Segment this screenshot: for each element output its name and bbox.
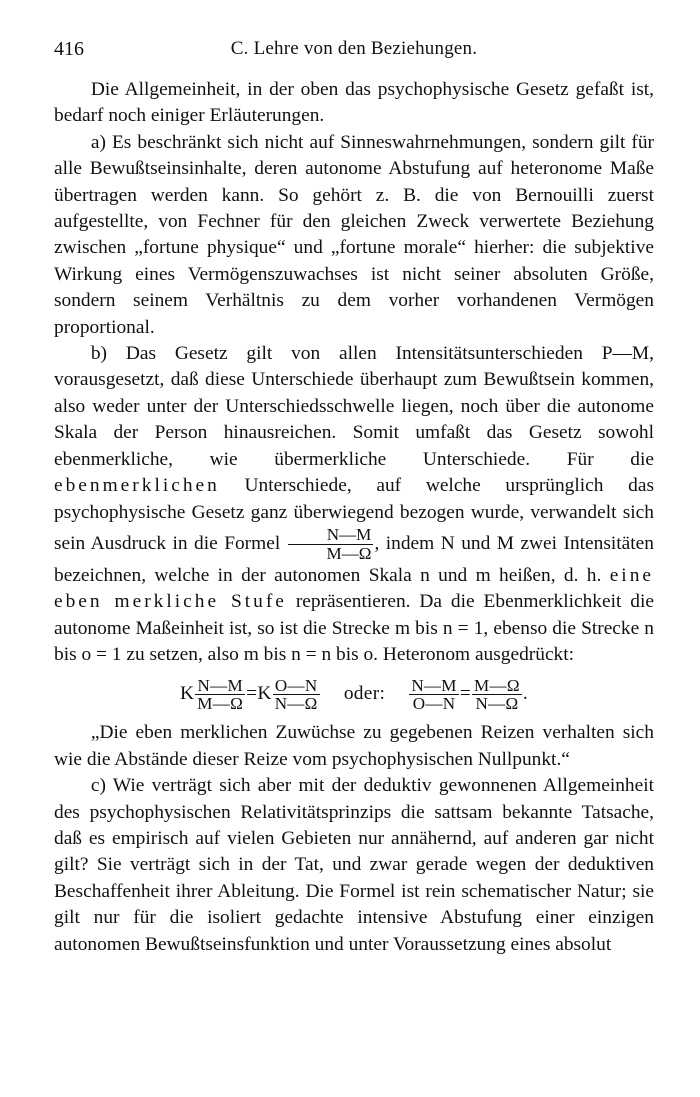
page-header	[54, 36, 654, 62]
fraction-denominator: M—Ω	[326, 543, 372, 563]
paragraph-b-text-4: repräsentieren. Da die Ebenmerklichkeit die autonome Maßeinheit ist, so ist die Strecke m bis n = 1, ebenso die Strecke n bis o = 1 zu setzen, also m bis n = n bis o. Heteronom ausgedrückt:	[54, 591, 654, 665]
formula-period: .	[522, 683, 529, 705]
paragraph-b-text-3: , indem N und M zwei Intensitäten bezeichnen, welche in der autonomen Skala n und m heißen, d. h.	[54, 532, 654, 586]
paragraph-intro: Die Allgemeinheit, in der oben das psychophysische Gesetz gefaßt ist, bedarf noch einiger Erläuterungen.	[54, 79, 654, 127]
fraction-numerator: N—M	[288, 526, 374, 545]
spaced-term-stufe: eine eben merkliche Stufe	[54, 564, 654, 613]
fraction-denominator: N—Ω	[475, 694, 519, 714]
fraction-numerator: N—M	[411, 675, 457, 695]
formula-oder: oder:	[343, 683, 386, 705]
spaced-term-ebenmerklichen: ebenmerklichen	[54, 475, 220, 497]
running-title: C. Lehre von den Beziehungen.	[230, 38, 478, 59]
formula-k2: K	[257, 683, 272, 705]
inline-fraction	[288, 526, 374, 563]
paragraph-b	[54, 341, 654, 668]
fraction-numerator: O—N	[273, 677, 320, 696]
formula-fraction-3	[409, 677, 458, 714]
formula-fraction-2	[273, 677, 320, 714]
fraction-numerator: M—Ω	[474, 675, 520, 695]
paragraph-c: c) Wie verträgt sich aber mit der deduktiv gewonnenen Allgemeinheit des psychophysischen Relativitätsprinzips die sattsam bekannte Tatsache, daß es empirisch auf vielen Gebieten nur annähernd, auf anderen gar nicht gilt? Sie verträgt sich in der Tat, und zwar gerade wegen der deduktiven Beschaffenheit ihrer Ableitung. Die Formel ist rein schematischer Natur; sie gilt nur für die isoliert gedachte intensive Abstufung einer einzigen autonomen Bewußtseinsfunktion und unter Voraussetzung eines absolut	[54, 775, 654, 955]
display-formula	[54, 668, 654, 720]
formula-equals-2: =	[459, 683, 472, 705]
fraction-denominator: O—N	[412, 694, 456, 714]
formula-fraction-4	[472, 677, 522, 714]
fraction-numerator: N—M	[195, 677, 245, 696]
page-number: 416	[54, 38, 84, 60]
page-body	[54, 77, 654, 958]
fraction-denominator: M—Ω	[197, 694, 244, 714]
formula-fraction-1	[195, 677, 245, 714]
paragraph-a: a) Es beschränkt sich nicht auf Sinneswahrnehmungen, sondern gilt für alle Bewußtseinsinhalte, deren autonome Abstufung auf heteronome Maße übertragen werden kann. So gehört z. B. die von Bernouilli zuerst aufgestellte, von Fechner für den gleichen Zweck verwertete Beziehung zwischen „fortune physique“ und „fortune morale“ hierher: die subjektive Wirkung eines Vermögenszuwachses ist nicht seiner absoluten Größe, sondern seinem Verhältnis zu dem vorher vorhandenen Vermögen proportional.	[54, 131, 654, 338]
paragraph-b-text-2: Unterschiede, auf welche ursprünglich das psychophysische Gesetz ganz überwiegend bezogen wurde, verwandelt sich sein Ausdruck in die Formel	[54, 475, 654, 554]
fraction-denominator: N—Ω	[274, 694, 318, 714]
quotation-paragraph: „Die eben merklichen Zuwüchse zu gegebenen Reizen verhalten sich wie die Abstände dieser Reize vom psychophysischen Nullpunkt.“	[54, 722, 654, 770]
formula-k1: K	[179, 683, 195, 705]
formula-equals-1: =	[246, 683, 258, 705]
paragraph-b-text-1: b) Das Gesetz gilt von allen Intensitätsunterschieden P—M, vorausgesetzt, daß diese Unterschiede überhaupt zum Bewußtsein kommen, also weder unter der Unterschiedsschwelle liegen, noch über die autonome Skala der Person hinausreichen. Somit umfaßt das Gesetz sowohl ebenmerkliche, wie übermerkliche Unterschiede. Für die	[54, 343, 654, 470]
